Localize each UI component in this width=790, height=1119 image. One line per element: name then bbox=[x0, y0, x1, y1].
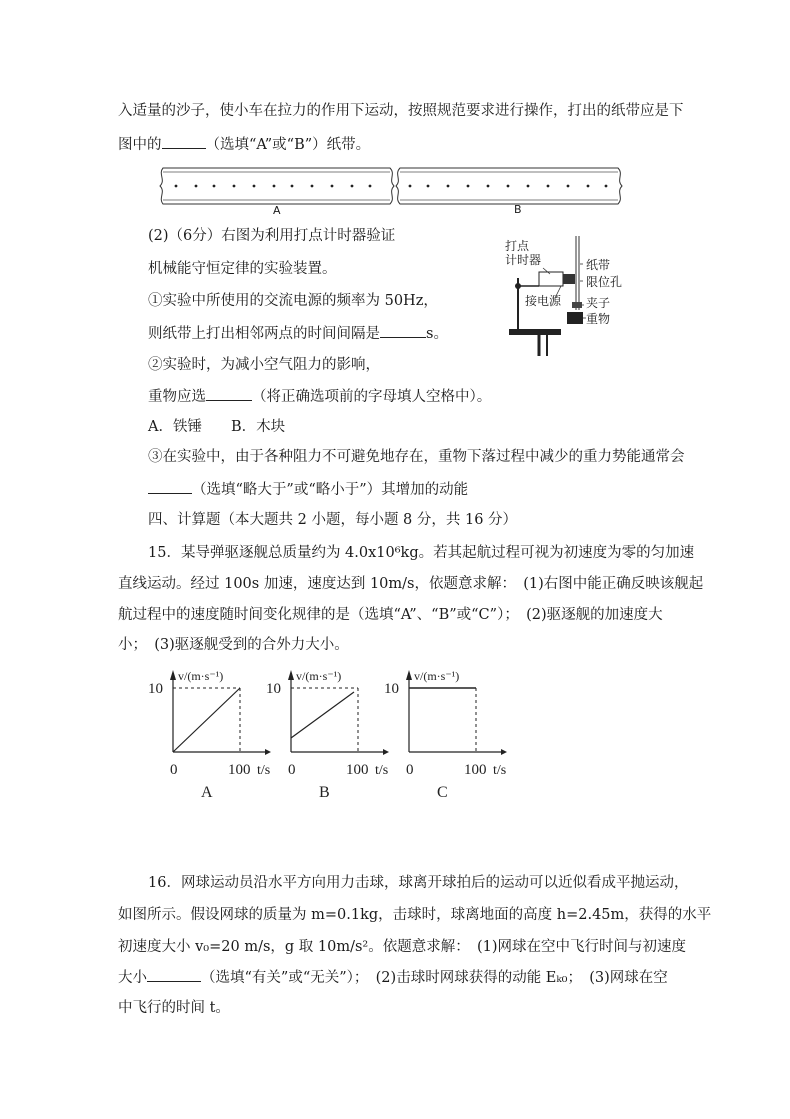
origin-label: 0 bbox=[288, 762, 296, 778]
text-line: 入适量的沙子，使小车在拉力的作用下运动，按照规范要求进行操作，打出的纸带应是下 bbox=[118, 103, 684, 119]
tape-a-label: A bbox=[273, 204, 281, 217]
label-timer-line2: 计时器 bbox=[505, 253, 542, 267]
answer-blank[interactable] bbox=[147, 967, 201, 982]
text-line bbox=[118, 134, 370, 155]
text-fragment: 图中的 bbox=[118, 137, 162, 153]
text-line: 小； (3)驱逐舰受到的合外力大小。 bbox=[118, 637, 349, 653]
tape-dot bbox=[507, 185, 510, 188]
label-weight: 重物 bbox=[586, 312, 611, 326]
y-axis-label: v/(m·s⁻¹) bbox=[296, 669, 342, 683]
tape-dot bbox=[447, 185, 450, 188]
tape-dot bbox=[409, 185, 412, 188]
y-axis-arrow bbox=[288, 670, 294, 680]
text-line bbox=[148, 386, 491, 407]
y-axis-arrow bbox=[170, 670, 176, 680]
tape-dot bbox=[547, 185, 550, 188]
tape-dot bbox=[467, 185, 470, 188]
label-power: 接电源 bbox=[525, 294, 562, 308]
velocity-line bbox=[173, 688, 240, 752]
text-line: 如图所示。假设网球的质量为 m=0.1kg，击球时，球离地面的高度 h=2.45m，获得的水平 bbox=[118, 907, 712, 923]
text-fragment: （将正确选项前的字母填人空格中）。 bbox=[252, 389, 492, 405]
text-line bbox=[148, 479, 468, 500]
tape-dot bbox=[253, 185, 256, 188]
label-hole: 限位孔 bbox=[586, 275, 623, 289]
tape-dot bbox=[195, 185, 198, 188]
tape-dot bbox=[605, 185, 608, 188]
tape-dot bbox=[351, 185, 354, 188]
y-tick-10: 10 bbox=[384, 681, 399, 697]
tape-dot bbox=[587, 185, 590, 188]
tape-dot bbox=[273, 185, 276, 188]
origin-label: 0 bbox=[170, 762, 178, 778]
text-fragment: （选填“有关”或“无关”）； (2)击球时网球获得的动能 Eₖ₀； (3)网球在空 bbox=[201, 970, 668, 986]
text-line: ①实验中所使用的交流电源的频率为 50Hz， bbox=[148, 293, 438, 309]
y-axis-label: v/(m·s⁻¹) bbox=[414, 669, 460, 683]
text-line: 直线运动。经过 100s 加速，速度达到 10m/s，依题意求解： (1)右图中能正确反映该舰起 bbox=[118, 576, 704, 592]
answer-blank[interactable] bbox=[206, 386, 252, 401]
x-axis-unit: t/s bbox=[493, 763, 507, 778]
text-line: 中飞行的时间 t。 bbox=[118, 1000, 230, 1016]
tape-a bbox=[160, 168, 394, 204]
tape-dot bbox=[487, 185, 490, 188]
text-line: 机械能守恒定律的实验装置。 bbox=[148, 261, 337, 277]
x-tick-100: 100 bbox=[228, 762, 251, 778]
origin-label: 0 bbox=[406, 762, 414, 778]
text-line: ③在实验中，由于各种阻力不可避免地存在，重物下落过程中减少的重力势能通常会 bbox=[148, 449, 685, 465]
x-tick-100: 100 bbox=[464, 762, 487, 778]
text-fragment: 则纸带上打出相邻两点的时间间隔是 bbox=[148, 326, 380, 342]
tape-b-label: B bbox=[514, 203, 522, 216]
tape-dot bbox=[527, 185, 530, 188]
x-axis-arrow bbox=[501, 749, 507, 755]
tape-dot bbox=[213, 185, 216, 188]
text-fragment: （选填“略大于”或“略小于”）其增加的动能 bbox=[192, 482, 469, 498]
text-line: ②实验时，为减小空气阻力的影响， bbox=[148, 357, 380, 373]
text-line bbox=[148, 323, 448, 344]
tape-dot bbox=[427, 185, 430, 188]
graph-label: A bbox=[201, 784, 213, 800]
paper-tapes-figure bbox=[158, 160, 628, 220]
text-line: (2)（6分）右图为利用打点计时器验证 bbox=[148, 228, 396, 244]
tape-dot bbox=[233, 185, 236, 188]
answer-blank[interactable] bbox=[380, 323, 426, 338]
answer-blank[interactable] bbox=[148, 479, 192, 494]
x-axis-unit: t/s bbox=[375, 763, 389, 778]
text-line: 15．某导弹驱逐舰总质量约为 4.0x10⁶kg。若其起航过程可视为初速度为零的匀加速 bbox=[148, 545, 695, 561]
label-timer-line1: 打点 bbox=[505, 239, 530, 253]
text-fragment: 大小 bbox=[118, 970, 147, 986]
tape-dot bbox=[331, 185, 334, 188]
label-tape: 纸带 bbox=[586, 258, 611, 272]
vt-graph-c bbox=[376, 660, 516, 800]
label-timer bbox=[505, 239, 541, 267]
y-tick-10: 10 bbox=[266, 681, 281, 697]
answer-blank[interactable] bbox=[162, 134, 206, 149]
y-axis-label: v/(m·s⁻¹) bbox=[178, 669, 224, 683]
x-tick-100: 100 bbox=[346, 762, 369, 778]
tape-dot bbox=[369, 185, 372, 188]
options-line: A．铁锤 B．木块 bbox=[148, 419, 286, 435]
tape-dot bbox=[175, 185, 178, 188]
section-heading: 四、计算题（本大题共 2 小题，每小题 8 分，共 16 分） bbox=[148, 512, 518, 528]
graph-label: C bbox=[437, 784, 448, 800]
graph-label: B bbox=[319, 784, 330, 800]
text-line bbox=[118, 967, 668, 988]
tape-dot bbox=[291, 185, 294, 188]
vt-graphs bbox=[140, 660, 520, 800]
text-fragment: （选填“A”或“B”）纸带。 bbox=[205, 137, 371, 153]
text-fragment: 重物应选 bbox=[148, 389, 206, 405]
text-line: 16．网球运动员沿水平方向用力击球，球离开球拍后的运动可以近似看成平抛运动， bbox=[148, 875, 689, 891]
y-tick-10: 10 bbox=[148, 681, 163, 697]
text-line: 航过程中的速度随时间变化规律的是（选填“A”、“B”或“C”）； (2)驱逐舰的加速度大 bbox=[118, 607, 663, 623]
text-line: 初速度大小 v₀=20 m/s，g 取 10m/s²。依题意求解： (1)网球在空中飞行时间与初速度 bbox=[118, 939, 687, 955]
tape-b bbox=[396, 168, 622, 204]
y-axis-arrow bbox=[406, 670, 412, 680]
velocity-line bbox=[291, 692, 354, 738]
x-axis-unit: t/s bbox=[257, 763, 271, 778]
tape-dot bbox=[311, 185, 314, 188]
label-clip: 夹子 bbox=[586, 296, 611, 310]
tape-dot bbox=[567, 185, 570, 188]
text-fragment: s。 bbox=[426, 326, 448, 342]
